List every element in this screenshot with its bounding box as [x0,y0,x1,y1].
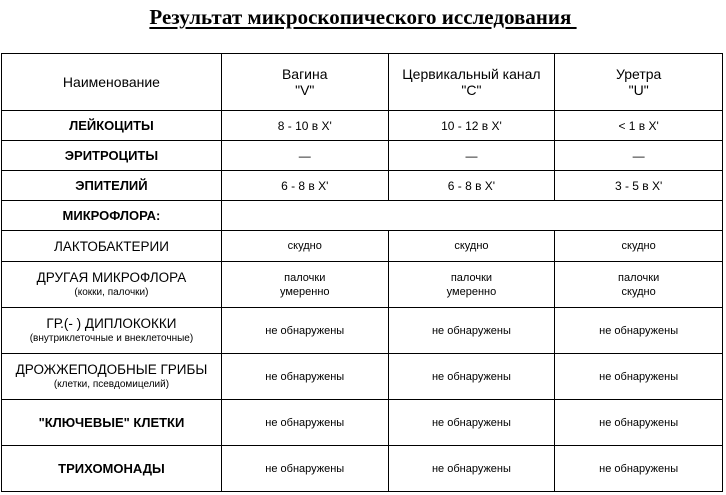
table-row [2,446,723,492]
table-row [2,231,723,262]
cell-c: не обнаружены [388,446,555,492]
cell-c: скудно [388,231,555,262]
cell-c: не обнаружены [388,400,555,446]
table-row [2,111,723,141]
cell-v: 8 - 10 в Х' [221,111,388,141]
empty-merged-cell [221,201,722,231]
cell-v: скудно [221,231,388,262]
cell-u: скудно [555,231,723,262]
cell-u: не обнаружены [555,446,723,492]
table-header-row [2,54,723,111]
row-label: "КЛЮЧЕВЫЕ" КЛЕТКИ [2,400,222,446]
table-row [2,354,723,400]
cell-v: не обнаружены [221,446,388,492]
cell-v: не обнаружены [221,308,388,354]
cell-c: палочки умеренно [388,262,555,308]
row-label: ЛАКТОБАКТЕРИИ [2,231,222,262]
table-row [2,400,723,446]
table-row [2,201,723,231]
row-label: ТРИХОМОНАДЫ [2,446,222,492]
cell-c: не обнаружены [388,354,555,400]
row-label: ЛЕЙКОЦИТЫ [2,111,222,141]
cell-v: не обнаружены [221,354,388,400]
cell-u: 3 - 5 в Х' [555,171,723,201]
cell-c: 10 - 12 в Х' [388,111,555,141]
row-label: ГР.(- ) ДИПЛОКОККИ (внутриклеточные и внеклеточные) [2,308,222,354]
cell-u: < 1 в Х' [555,111,723,141]
row-label: ЭРИТРОЦИТЫ [2,141,222,171]
row-label: ДРОЖЖЕПОДОБНЫЕ ГРИБЫ (клетки, псевдомицелий) [2,354,222,400]
cell-c: не обнаружены [388,308,555,354]
table-row [2,262,723,308]
cell-v: 6 - 8 в Х' [221,171,388,201]
header-vagina: Вагина "V" [221,54,388,111]
cell-c: 6 - 8 в Х' [388,171,555,201]
header-name: Наименование [2,54,222,111]
header-cervical: Цервикальный канал "C" [388,54,555,111]
cell-u: палочки скудно [555,262,723,308]
cell-u: — [555,141,723,171]
table-row [2,308,723,354]
row-label: ДРУГАЯ МИКРОФЛОРА (кокки, палочки) [2,262,222,308]
cell-c: — [388,141,555,171]
cell-v: не обнаружены [221,400,388,446]
header-urethra: Уретра "U" [555,54,723,111]
cell-v: — [221,141,388,171]
cell-u: не обнаружены [555,400,723,446]
cell-u: не обнаружены [555,354,723,400]
table-row [2,141,723,171]
page-title: Результат микроскопического исследования [149,5,577,29]
row-label: ЭПИТЕЛИЙ [2,171,222,201]
results-table [1,53,723,492]
table-row [2,171,723,201]
row-label: МИКРОФЛОРА: [2,201,222,231]
cell-v: палочки умеренно [221,262,388,308]
cell-u: не обнаружены [555,308,723,354]
